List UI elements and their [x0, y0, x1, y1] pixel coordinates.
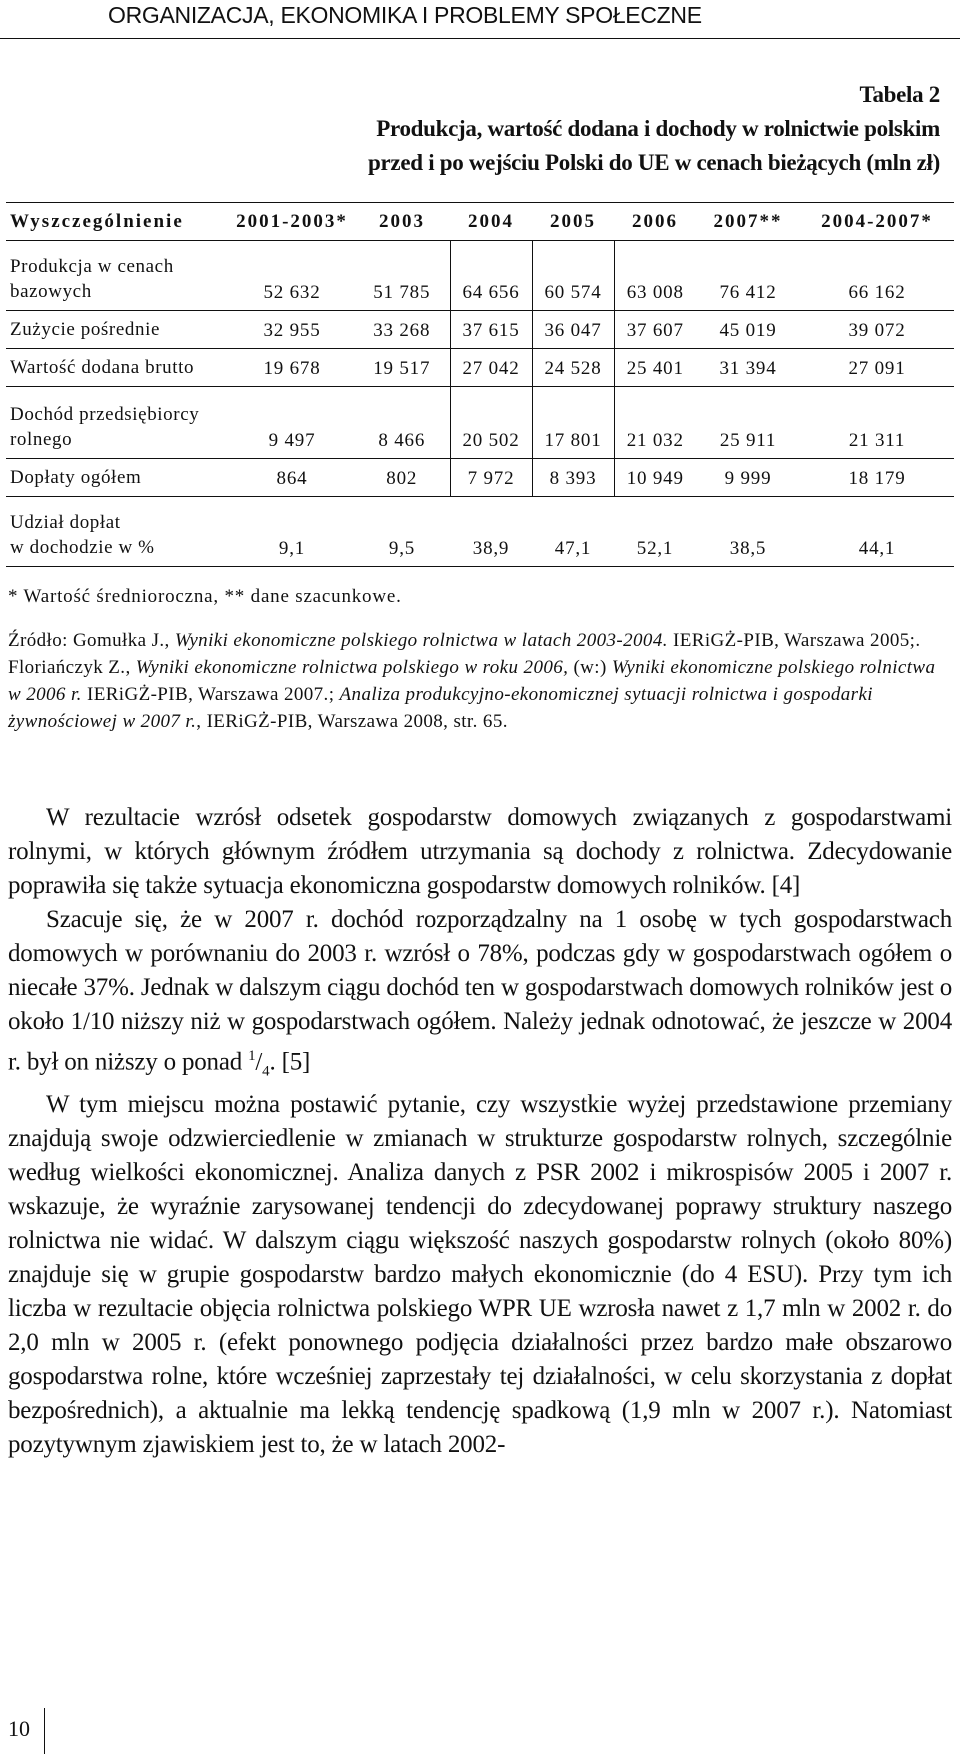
table-cell: 9,1 — [230, 497, 354, 567]
running-header: ORGANIZACJA, EKONOMIKA I PROBLEMY SPOŁECZNE — [108, 2, 702, 28]
table-cell: 27 042 — [450, 349, 532, 387]
column-header: 2005 — [532, 203, 614, 241]
column-header: 2003 — [354, 203, 450, 241]
table-row — [6, 241, 954, 311]
table-cell: 33 268 — [354, 311, 450, 349]
footer-rule — [44, 1708, 45, 1754]
table-caption — [368, 78, 940, 180]
table-title-line-1: Produkcja, wartość dodana i dochody w rolnictwie polskim — [376, 116, 940, 141]
row-label: Wartość dodana brutto — [6, 349, 230, 387]
table-cell: 9 497 — [230, 387, 354, 459]
column-header: 2006 — [614, 203, 696, 241]
table-cell: 76 412 — [696, 241, 800, 311]
page-number: 10 — [8, 1716, 30, 1741]
table-row — [6, 349, 954, 387]
table-cell: 45 019 — [696, 311, 800, 349]
header-rule — [0, 38, 960, 39]
source-citation: Źródło: Gomułka J., Wyniki ekonomiczne polskiego rolnictwa w latach 2003-2004. IERiGŻ-PIB, Warszawa 2005;. Floriańczyk Z., Wyniki ekonomiczne rolnictwa polskiego w roku 2006, (w:) Wyniki ekonomiczne polskiego rolnictwa w 2006 r. IERiGŻ-PIB, Warszawa 2007.; Analiza produkcyjno-ekonomicznej sytuacji rolnictwa i gospodarki żywnościowej w 2007 r., IERiGŻ-PIB, Warszawa 2008, str. 65. — [8, 630, 936, 732]
table-cell: 63 008 — [614, 241, 696, 311]
column-header: 2001-2003* — [230, 203, 354, 241]
table-label: Tabela 2 — [859, 82, 940, 107]
table-row — [6, 497, 954, 567]
table-cell: 51 785 — [354, 241, 450, 311]
table-cell: 31 394 — [696, 349, 800, 387]
table-cell: 21 032 — [614, 387, 696, 459]
table-cell: 38,9 — [450, 497, 532, 567]
row-label: Dochód przedsiębiorcy rolnego — [6, 387, 230, 459]
table-cell: 36 047 — [532, 311, 614, 349]
table-cell: 17 801 — [532, 387, 614, 459]
table-row — [6, 311, 954, 349]
table-cell: 18 179 — [800, 459, 954, 497]
table-cell: 25 401 — [614, 349, 696, 387]
table-footnote: * Wartość średnioroczna, ** dane szacunkowe. — [8, 586, 402, 607]
data-table — [6, 202, 954, 567]
column-header: Wyszczególnienie — [6, 203, 230, 241]
column-header: 2004-2007* — [800, 203, 954, 241]
table-cell: 864 — [230, 459, 354, 497]
table-header-row — [6, 203, 954, 241]
row-label: Produkcja w cenach bazowych — [6, 241, 230, 311]
paragraph: W tym miejscu można postawić pytanie, czy wszystkie wyżej przedstawione przemiany znajdują swoje odzwierciedlenie w zmianach w strukturze gospodarstw rolnych, szczególnie według wielkości ekonomicznej. Analiza danych z PSR 2002 i mikrospisów 2005 i 2007 r. wskazuje, że wyraźnie zarysowanej tendencji do zdecydowanej poprawy struktury naszego rolnictwa nie widać. W dalszym ciągu większość naszych gospodarstw rolnych (około 80%) znajduje się w grupie gospodarstw bardzo małych ekonomicznie (do 4 ESU). Przy tym ich liczba w rezultacie objęcia rolnictwa polskiego WPR UE wzrosła nawet z 1,7 mln w 2002 r. do 2,0 mln w 2005 r. (efekt ponownego podjęcia działalności przez bardzo małe obszarowo gospodarstwa rolne, które wcześniej zaprzestały tej działalności, w celu skorzystania z dopłat bezpośrednich), a aktualnie ma lekką tendencję spadkową (1,9 mln w 2007 r.). Natomiast pozytywnym zjawiskiem jest to, że w latach 2002- — [8, 1091, 952, 1459]
paragraph: W rezultacie wzrósł odsetek gospodarstw domowych związanych z gospodarstwami rolnymi, w których głównym źródłem utrzymania są dochody z rolnictwa. Zdecydowanie poprawiła się także sytuacja ekonomiczna gospodarstw domowych rolników. [4] — [8, 804, 952, 899]
table-cell: 7 972 — [450, 459, 532, 497]
paragraph: Szacuje się, że w 2007 r. dochód rozporządzalny na 1 osobę w tych gospodarstwach domowych w porównaniu do 2003 r. wzrósł o 78%, podczas gdy w gospodarstwach ogółem o niecałe 37%. Jednak w dalszym ciągu dochód ten w gospodarstwach domowych rolników jest o około 1/10 niższy niż w gospodarstwach ogółem. Należy jednak odnotować, że jeszcze w 2004 r. był on niższy o ponad $^1/_4$. [5] — [8, 906, 952, 1080]
table-cell: 37 615 — [450, 311, 532, 349]
table-row — [6, 459, 954, 497]
table-cell: 47,1 — [532, 497, 614, 567]
column-header: 2007** — [696, 203, 800, 241]
table-cell: 21 311 — [800, 387, 954, 459]
table-cell: 60 574 — [532, 241, 614, 311]
table-cell: 802 — [354, 459, 450, 497]
row-label: Dopłaty ogółem — [6, 459, 230, 497]
table-cell: 52,1 — [614, 497, 696, 567]
row-label: Zużycie pośrednie — [6, 311, 230, 349]
table-cell: 44,1 — [800, 497, 954, 567]
table-cell: 37 607 — [614, 311, 696, 349]
table-cell: 66 162 — [800, 241, 954, 311]
table-cell: 27 091 — [800, 349, 954, 387]
table-row — [6, 387, 954, 459]
column-header: 2004 — [450, 203, 532, 241]
table-cell: 39 072 — [800, 311, 954, 349]
table-cell: 20 502 — [450, 387, 532, 459]
table-cell: 9 999 — [696, 459, 800, 497]
table-cell: 64 656 — [450, 241, 532, 311]
table-cell: 8 466 — [354, 387, 450, 459]
table-cell: 19 517 — [354, 349, 450, 387]
table-cell: 24 528 — [532, 349, 614, 387]
table-cell: 19 678 — [230, 349, 354, 387]
row-label: Udział dopłat w dochodzie w % — [6, 497, 230, 567]
table-cell: 25 911 — [696, 387, 800, 459]
table-title-line-2: przed i po wejściu Polski do UE w cenach bieżących (mln zł) — [368, 150, 940, 175]
table-cell: 10 949 — [614, 459, 696, 497]
table-cell: 32 955 — [230, 311, 354, 349]
table-cell: 52 632 — [230, 241, 354, 311]
body-text — [8, 801, 952, 1462]
table-cell: 8 393 — [532, 459, 614, 497]
table-cell: 9,5 — [354, 497, 450, 567]
table-cell: 38,5 — [696, 497, 800, 567]
